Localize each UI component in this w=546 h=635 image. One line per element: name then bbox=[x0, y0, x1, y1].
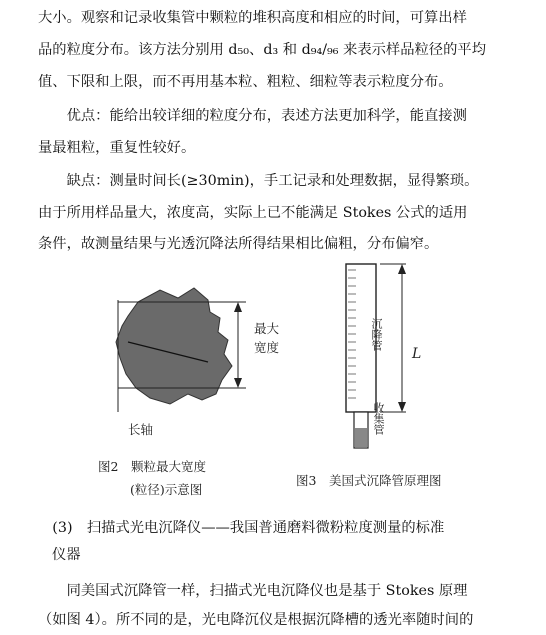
length-arrow-up bbox=[398, 264, 406, 274]
bottom-line-2: （如图 4）。所不同的是，光电降沉仪是根据沉降槽的透光率随时间的 bbox=[38, 612, 474, 628]
text-line-6: 缺点：测量时间长(≥30min)，手工记录和处理数据，显得繁琐。 bbox=[38, 173, 479, 189]
figure3-label-length: L bbox=[412, 346, 422, 362]
collected-sediment bbox=[355, 428, 367, 447]
figure2-label-max: 最大 bbox=[254, 321, 280, 336]
bottom-line-1: 同美国式沉降管一样，扫描式光电沉降仪也是基于 Stokes 原理 bbox=[38, 583, 468, 599]
text-line-5: 量最粗粒，重复性较好。 bbox=[38, 140, 196, 156]
text-line-2: 品的粒度分布。该方法分别用 d₅₀、d₃ 和 d₉₄/₉₆ 来表示样品粒径的平均 bbox=[38, 42, 486, 58]
figure2-caption-line1: 图2 颗粒最大宽度 bbox=[98, 459, 206, 474]
figure2-label-axis: 长轴 bbox=[128, 422, 154, 437]
text-line-4: 优点：能给出较详细的粒度分布，表述方法更加科学，能直接测 bbox=[38, 108, 467, 124]
length-arrow-down bbox=[398, 402, 406, 412]
text-line-7: 由于所用样品量大，浓度高，实际上已不能满足 Stokes 公式的适用 bbox=[38, 205, 468, 221]
text-line-1: 大小。观察和记录收集管中颗粒的堆积高度和相应的时间，可算出样 bbox=[38, 10, 467, 26]
particle-shape bbox=[116, 288, 232, 404]
section-heading: (3) 扫描式光电沉降仪——我国普通磨料微粉粒度测量的标准 bbox=[38, 520, 445, 536]
figure2-caption-line2: (粒径)示意图 bbox=[130, 482, 203, 497]
text-line-8: 条件，故测量结果与光透沉降法所得结果相比偏粗，分布偏窄。 bbox=[38, 236, 439, 252]
figure3-label-collect: 收集管 bbox=[372, 402, 385, 435]
figure3-caption: 图3 美国式沉降管原理图 bbox=[296, 473, 442, 488]
figure3-label-tube: 沉降管 bbox=[370, 318, 383, 351]
figure2-label-width: 宽度 bbox=[254, 340, 280, 355]
text-line-3: 值、下限和上限，而不再用基本粒、粗粒、细粒等表示粒度分布。 bbox=[38, 74, 453, 90]
section-heading-cont: 仪器 bbox=[52, 547, 81, 563]
figure3-tube-diagram bbox=[330, 258, 450, 458]
width-arrow-up bbox=[234, 302, 242, 312]
width-arrow-down bbox=[234, 378, 242, 388]
